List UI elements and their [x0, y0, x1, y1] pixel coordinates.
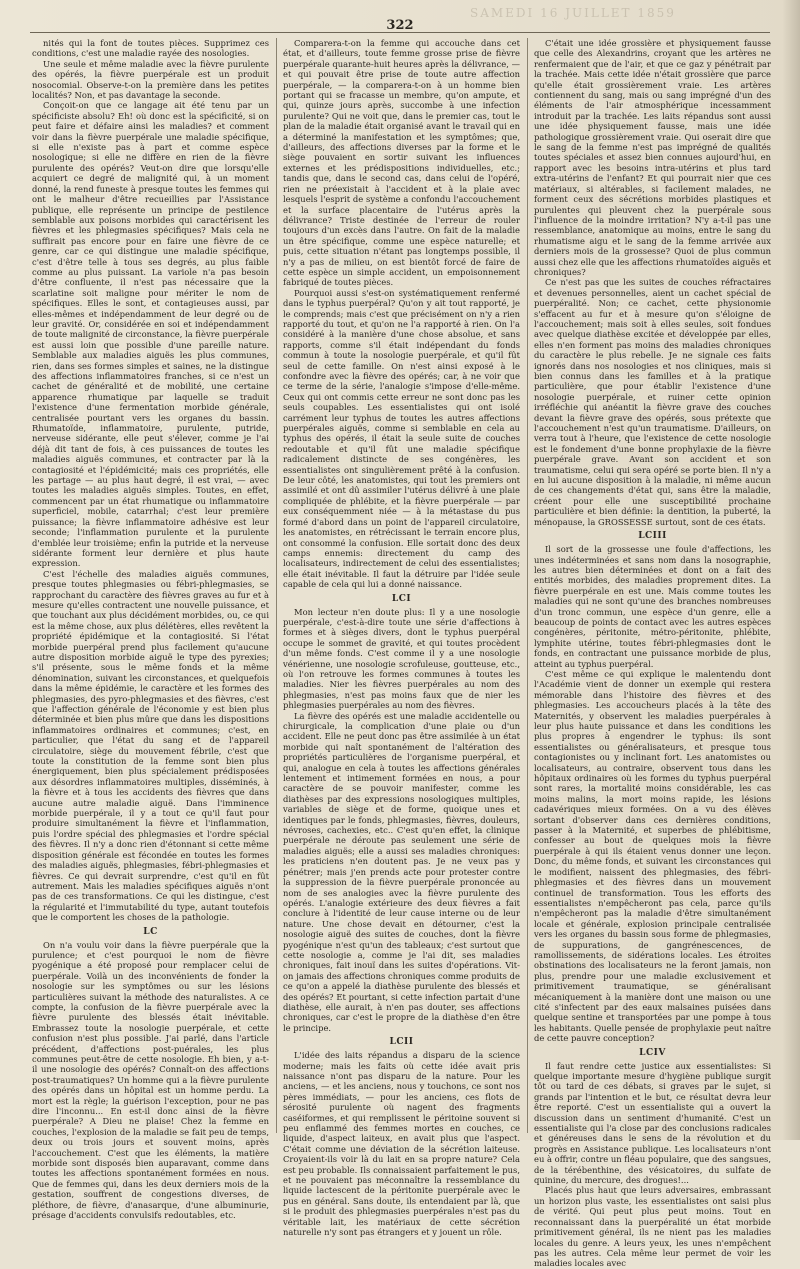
- page-number: 322: [386, 18, 414, 33]
- paragraph: C'est l'échelle des maladies aiguës communes, presque toutes phlegmasies ou fébri-phlegmasies, se rapprochant du caractère des fièvres graves au fur et à mesure qu'elles contractent une nouvelle puissance, et que touchant aux plus décidément morbides, ou, ce qui est la même chose, aux plus délétères, elles revêtent la propriété épidémique et la contagiosité. Si l'état morbide puerpéral prend plus facilement qu'aucune autre disposition morbide aiguë le type des pyrexies; s'il présente, sous le même fonds et la même dénomination, suivant les circonstances, et quelquefois dans la même épidémie, le caractère et les formes des phlegmasies, des pyro-phlegmasies et des fièvres, c'est que l'affection générale de l'économie y est bien plus déterminée et bien plus mûre que dans les dispositions inflammatoires ordinaires et communes; c'est, en particulier, que l'état du sang et de l'appareil circulatoire, siège du mouvement fébrile, c'est que toute la constitution de la femme sont bien plus énergiquement, bien plus spécialement prédisposées aux désordres inflammatoires multiples, disséminés, à la fièvre et à tous les accidents des fièvres que dans aucune autre maladie aiguë. Dans l'imminence morbide puerpérale, il y a tout ce qu'il faut pour produire simultanément la fièvre et l'inflammation, puis l'ordre spécial des phlegmasies et l'ordre spécial des fièvres. Il n'y a donc rien d'étonnant si cette même disposition générale est fécondée en toutes les formes des maladies aiguës, phlegmasies, fébri-phlegmasies et fièvres. Ce qui devrait surprendre, c'est qu'il en fût autrement. Mais les maladies spécifiques aiguës n'ont pas de ces transformations. Ce qui les distingue, c'est la régularité et l'immutabilité du type, autant toutefois que le comportent les choses de la pathologie.: [32, 568, 269, 923]
- paragraph: L'idée des laits répandus a disparu de la science moderne; mais les faits où cette idée avait pris naissance n'ont pas disparu de la nature. Pour les anciens, — et les anciens, nous y touchons, ce sont nos pères immédiats, — pour les anciens, ces flots de sérosité purulente où nagent des fragments caséiformes, et qui remplissent le péritoine souvent si peu enflammé des femmes mortes en couches, ce liquide, d'aspect laiteux, en avait plus que l'aspect. C'était comme une déviation de la sécrétion laiteuse. Croyaient-ils voir là du lait en sa propre nature? Cela est peu probable. Ils connaissaient parfaitement le pus, et ne pouvaient pas méconnaître la ressemblance du liquide lactescent de la péritonite puerpérale avec le pus en général. Sans doute, ils entendaient par là, que si le produit des phlegmasies puerpérales n'est pas du véritable lait, les matériaux de cette sécrétion naturelle n'y sont pas étrangers et y jouent un rôle.: [283, 1050, 520, 1238]
- paragraph: C'était une idée grossière et physiquement fausse que celle des Alexandrins, croyant que les artères ne renfermaient que de l'air, et que ce gaz y pénétrait par la trachée. Mais cette idée n'était grossière que parce qu'elle était grossièrement vraie. Les artères contiennent du sang, mais ou sang imprégné d'un des éléments de l'air atmosphérique incessamment introduit par la trachée. Les laits répandus sont aussi une idée physiquement fausse, mais une idée pathologique grossièrement vraie. Qui oserait dire que le sang de la femme n'est pas imprégné de qualités toutes spéciales et assez bien connues aujourd'hui, en rapport avec les besoins intra-utérins et plus tard extra-utérins de l'enfant? Et qui pourrait nier que ces matériaux, si altérables, si facilement malades, ne forment ceux des sécrétions morbides plastiques et purulentes qui pleuvent chez la puerpérale sous l'influence de la moindre irritation? N'y a-t-il pas une ressemblance, anatomique au moins, entre le sang du rhumatisme aigu et le sang de la femme arrivée aux derniers mois de la grossesse? Quoi de plus commun aussi chez elle que les affections rhumatoïdes aiguës et chroniques?: [534, 38, 771, 277]
- section-number: LCIII: [638, 531, 667, 542]
- section-number: LC: [143, 926, 158, 937]
- paragraph: Ce n'est pas que les suites de couches réfractaires et devenues personnelles, aient un cachet spécial de puerpéralité. Non; ce cachet, cette physionomie s'effacent au fur et à mesure qu'on s'éloigne de l'accouchement; mais soit à elles seules, soit fondues avec quelque diathèse excitée et développée par elles, elles n'en forment pas moins des maladies chroniques du caractère le plus rebelle. Je ne signale ces faits ignorés dans nos nosologies et nos cliniques, mais si bien connus dans les familles et à la pratique particulière, que pour établir l'existence d'une nosologie puerpérale, et ruiner cette opinion irréfléchie qui anéantit la fièvre grave des couches devant la fièvre grave des opérés, sous prétexte que l'accouchement n'est qu'un traumatisme. D'ailleurs, on verra tout à l'heure, que l'existence de cette nosologie est le fondement d'une bonne prophylaxie de la fièvre puerpérale grave. Avant son accident et son traumatisme, celui qui sera opéré se porte bien. Il n'y a en lui aucune disposition à la maladie, ni même aucun de ces changements d'état qui, sans être la maladie, créent pour elle une susceptibilité prochaine particulière et bien définie: la dentition, la puberté, la ménopause, la GROSSESSE surtout, sont de ces états.: [534, 277, 771, 527]
- column-2: [283, 38, 520, 1238]
- page-header: [0, 4, 800, 34]
- section-number: LCIV: [639, 1047, 666, 1058]
- section-number: LCII: [389, 1037, 414, 1048]
- paragraph: C'est même ce qui explique le malentendu dont l'Académie vient de donner un exemple qui restera mémorable dans l'histoire des fièvres et des phlegmasies. Les accoucheurs placés à la tête des Maternités, y observent les maladies puerpérales à leur plus haute puissance et dans les conditions les plus propres à engendrer le typhus: ils sont essentialistes ou généralisateurs, et presque tous contagionistes ou y inclinant fort. Les anatomistes ou localisateurs, au contraire, observent tous dans les hôpitaux ordinaires où les formes du typhus puerpéral sont rares, la mortalité moins considérable, les cas moins malins, la mort moins rapide, les lésions cadavériques mieux formées. On a vu des élèves sortant d'observer dans ces dernières conditions, passer à la Maternité, et superbes de phlébitisme, confesser au bout de quelques mois la fièvre puerpérale à qui ils étaient venus donner une leçon. Donc, du même fonds, et suivant les circonstances qui le modifient, naissent des phlegmasies, des fébri-phlegmasies et des fièvres dans un mouvement continuel de transformation. Tous les efforts des essentialistes n'empêcheront pas cela, parce qu'ils n'empêcheront pas la maladie d'être simultanément locale et générale, explosion principale centralisée vers les organes du bassin sous forme de phlegmasies, de suppurations, de gangrénescences, de ramollissements, de sidérations locales. Les étroites obstinations des localisateurs ne la feront jamais, non plus, prendre pour une maladie exclusivement et primitivement traumatique, se généralisant mécaniquement à la manière dont une maison ou une cité s'infectent par des eaux malsaines puisées dans quelque sentine et transportées par une pompe à tous les habitants. Quelle pensée de prophylaxie peut naître de cette pauvre conception?: [534, 668, 771, 1044]
- paragraph: Comparera-t-on la femme qui accouche dans cet état, et d'ailleurs, toute femme grosse prise de fièvre puerpérale quarante-huit heures après la délivrance, — et qui pouvait être prise de toute autre affection puerpérale, — la comparera-t-on à un homme bien portant qui se fracasse un membre, qu'on ampute, et qui, quinze jours après, succombe à une infection purulente? Qui ne voit que, dans le premier cas, tout le plan de la maladie était organisé avant le travail qui en a déterminé la manifestation et les symptômes; que, d'ailleurs, des affections diverses par la forme et le siège pouvaient en sortir suivant les influences externes et les prédispositions individuelles, etc.; tandis que, dans le second cas, dans celui de l'opéré, rien ne préexistait à l'accident et à la plaie avec lesquels l'esprit de système a confondu l'accouchement et la surface placentaire de l'utérus après la délivrance? Triste destinée de l'erreur de rouler toujours d'un excès dans l'autre. On fait de la maladie un être spécifique, comme une espèce naturelle; et puis, cette situation n'étant pas longtemps possible, il n'y a pas de milieu, on est bientôt forcé de faire de cette espèce un simple accident, un empoisonnement fabriqué de toutes pièces.: [283, 38, 520, 288]
- paragraph: nités qui la font de toutes pièces. Supprimez ces conditions, c'est une maladie rayée des nosologies.: [32, 38, 269, 59]
- section-number: LCI: [391, 593, 412, 604]
- paragraph: Une seule et même maladie avec la fièvre purulente des opérés, la fièvre puerpérale est un produit nosocomial. Observe-t-on la première dans les petites localités? Non, et pas davantage la seconde.: [32, 58, 269, 101]
- column-3: [534, 38, 772, 1269]
- paragraph: On n'a voulu voir dans la fièvre puerpérale que la purulence; et c'est pourquoi le nom de fièvre pyogénique a été proposé pour remplacer celui de puerpérale. Voilà un des inconvénients de fonder la nosologie sur les symptômes ou sur les lésions particulières suivant la méthode des naturalistes. A ce compte, la confusion de la fièvre puerpérale avec la fièvre purulente des blessés était inévitable. Embrassez toute la nosologie puerpérale, et cette confusion n'est plus possible. J'ai parlé, dans l'article précédent, d'affections post-puérales, les plus communes peut-être de cette nosologie. Eh bien, y a-t-il une nosologie des opérés? Connaît-on des affections post-traumatiques? Un homme qui a la fièvre purulente des opérés dans un hôpital est un homme perdu. La mort est la règle; la guérison l'exception, pour ne pas dire l'inconnu... En est-il donc ainsi de la fièvre puerpérale? A Dieu ne plaise! Chez la femme en couches, l'explosion de la maladie se fait peu de temps, deux ou trois jours et souvent moins, après l'accouchement. C'est que les éléments, la matière morbide sont disposés bien auparavant, comme dans toutes les affections spontanément formées en nous. Que de femmes qui, dans les deux derniers mois de la gestation, souffrent de congestions diverses, de pléthore, de fièvre, d'anasarque, d'une albuminurie, présage d'accidents convulsifs redoutables, etc.: [32, 939, 269, 1221]
- binding-shadow: [782, 0, 800, 1140]
- bleed-through-header: SAMEDI 16 JUILLET 1859: [470, 6, 676, 20]
- header-rule: [30, 32, 770, 33]
- column-divider-2: [527, 38, 528, 1133]
- column-1: [32, 38, 269, 1221]
- paragraph: Pourquoi aussi s'est-on systématiquement renfermé dans le typhus puerpéral? Qu'on y ait tout rapporté, je le comprends; mais c'est que précisément on n'y a rien rapporté du tout, et qu'on ne l'a rapporté à rien. On l'a considéré à la manière d'une chose absolue, et sans rapports, comme s'il était indépendant du fonds commun à toute la nosologie puerpérale, et qu'il fût seul de cette famille. On n'est ainsi exposé à le confondre avec la fièvre des opérés; car, à ne voir que ce terme de la série, l'analogie s'impose d'elle-même. Ceux qui ont commis cette erreur ne sont donc pas les seuls coupables. Les essentialistes qui ont isolé carrément leur typhus de toutes les autres affections puerpérales aiguës, comme si semblable en cela au typhus des opérés, il était la seule suite de couches redoutable et qu'il fût une maladie spécifique radicalement distincte de ses congénères, les essentialistes ont singulièrement prêté à la confusion. De leur côté, les anatomistes, qui tout les premiers ont assimilé et ont dû assimiler l'utérus délivré à une plaie compliquée de phlébite, et la fièvre puerpérale — par eux conséquemment niée — à la métastase du pus formé d'abord dans un point de l'appareil circulatoire, les anatomistes, en rétrécissant le terrain encore plus, ont consommé la confusion. Elle sortait donc des deux camps ennemis: directement du camp des localisateurs, indirectement de celui des essentialistes; elle était inévitable. Il faut la détruire par l'idée seule capable de cela qui lui a donné naissance.: [283, 287, 520, 590]
- paragraph: Il faut rendre cette justice aux essentialistes: Si quelque importante mesure d'hygiène publique surgit tôt ou tard de ces débats, si graves par le sujet, si grands par l'intention et le but, ce résultat devra leur être reporté. C'est un essentialiste qui a ouvert la discussion dans un sentiment d'humanité. C'est un essentialiste qui l'a close par des conclusions radicales et généreuses dans le sens de la révolution et du progrès en Assistance publique. Les localisateurs n'ont eu à offrir, contre un fléau populaire, que des sangsues, de la térébenthine, des vésicatoires, du sulfate de quinine, du mercure, des drogues!...: [534, 1060, 772, 1186]
- paragraph: La fièvre des opérés est une maladie accidentelle ou chirurgicale, la complication d'une plaie ou d'un accident. Elle ne peut donc pas être assimilée à un état morbide qui naît spontanément de l'altération des propriétés particulières de l'organisme puerpéral, et qui, analogue en cela à toutes les affections générales lentement et intimement formées en nous, a pour caractère de se pouvoir manifester, comme les diathèses par des expressions nosologiques multiples, variables de siège et de forme, quoique unes et identiques par le fonds, phlegmasies, fièvres, douleurs, névroses, cachexies, etc.. C'est qu'en effet, la clinique puerpérale ne déroute pas seulement une série de maladies aiguës; elle a aussi ses maladies chroniques: les praticiens n'en doutent pas. Je ne veux pas y pénétrer; mais j'en prends acte pour protester contre la suppression de la fièvre puerpérale prononcée au nom de ses analogies avec la fièvre purulente des opérés. L'analogie extérieure des deux fièvres a fait conclure à l'identité de leur cause interne ou de leur nature. Une chose devait en détourner, c'est la nosologie aiguë des suites de couches, dont la fièvre pyogénique n'est qu'un des tableaux; c'est surtout que cette nosologie a, comme je l'ai dit, ses maladies chroniques, fait inouï dans les suites d'opérations. Vit-on jamais des affections chroniques comme produits de ce qu'on a appelé la diathèse purulente des blessés et des opérés? Et pourtant, si cette infection partait d'une diathèse, elle aurait, à n'en pas douter, ses affections chroniques, car c'est le propre de la diathèse d'en être le principe.: [283, 710, 520, 1033]
- column-divider-1: [276, 38, 277, 1133]
- paragraph: Conçoit-on que ce langage ait été tenu par un spécificiste absolu? Eh! où donc est la spécificité, si on peut faire et défaire ainsi les maladies? et comment voir dans la fièvre puerpérale une maladie spécifique, si elle n'existe pas à part et comme espèce nosologique; si elle ne diffère en rien de la fièvre purulente des opérés? Veut-on dire que lorsqu'elle acquiert ce degré de malignité qui, à un moment donné, la rend funeste à presque toutes les femmes qui ont le malheur d'être recueillies par l'Assistance publique, elle représente un principe de pestilence semblable aux poisons morbides qui caractérisent les fièvres et les phlegmasies spécifiques? Mais cela ne suffirait pas encore pour en faire une fièvre de ce genre, car ce qui distingue une maladie spécifique, c'est d'être telle à tous ses degrés, au plus faible comme au plus puissant. La variole n'a pas besoin d'être confluente, il n'est pas nécessaire que la scarlatine soit maligne pour mériter le nom de spécifiques. Elles le sont, et contagieuses aussi, par elles-mêmes et indépendamment de leur degré ou de leur gravité. Or, considérée en soi et indépendamment de toute malignité de circonstance, la fièvre puerpérale est aussi loin que possible d'une pareille nature. Semblable aux maladies aiguës les plus communes, rien, dans ses formes simples et saines, ne la distingue des affections inflammatoires franches, si ce n'est un cachet de généralité et de mobilité, une certaine apparence rhumatique par laquelle se traduit l'existence d'une fermentation morbide générale, centralisée pourtant vers les organes du bassin. Rhumatoïde, inflammatoire, purulente, putride, nerveuse sidérante, elle peut s'élever, comme je l'ai déjà dit tant de fois, à ces puissances de toutes les maladies aiguës communes, et contracter par là la contagiosité et l'épidémicité; mais ces propriétés, elle les partage — au plus haut degré, il est vrai, — avec toutes les maladies aiguës simples. Toutes, en effet, commencent par un état rhumatique ou inflammatoire superficiel, mobile, catarrhal; c'est leur première puissance; la fièvre inflammatoire adhésive est leur seconde; l'inflammation purulente et la purulente d'emblée leur troisième; enfin la putride et la nerveuse sidérante forment leur dernière et plus haute expression.: [32, 100, 269, 569]
- paragraph: Mon lecteur n'en doute plus: Il y a une nosologie puerpérale, c'est-à-dire toute une série d'affections à formes et à sièges divers, dont le typhus puerpéral occupe le sommet de gravité, et qui toutes procèdent d'un même fonds. C'est comme il y a une nosologie vénérienne, une nosologie scrofuleuse, goutteuse, etc., où l'on retrouve les formes communes à toutes les maladies. Nier les fièvres puerpérales au nom des phlegmasies, n'est pas moins faux que de nier les phlegmasies puerpérales au nom des fièvres.: [283, 606, 520, 711]
- paragraph: Placés plus haut que leurs adversaires, embrassant un horizon plus vaste, les essentialistes ont saisi plus de vérité. Qui peut plus peut moins. Tout en reconnaissant dans la puerpéralité un état morbide primitivement général, ils ne nient pas les maladies locales du genre. A leurs yeux, les unes n'empêchent pas les autres. Cela même leur permet de voir les maladies locales avec: [534, 1185, 771, 1269]
- paragraph: Il sort de la grossesse une foule d'affections, les unes indéterminées et sans nom dans la nosographie, les autres bien déterminées et dont on a fait des entités morbides, des maladies proprement dites. La fièvre puerpérale en est une. Mais comme toutes les maladies qui ne sont qu'une des branches nombreuses d'un tronc commun, une espèce d'un genre, elle a beaucoup de points de contact avec les autres espèces congénères, péritonite, métro-péritonite, phlébite, lymphite utérine, toutes fébri-phlegmasies dont le fonds, en contractant une puissance morbide de plus, atteint au typhus puerpéral.: [534, 544, 771, 669]
